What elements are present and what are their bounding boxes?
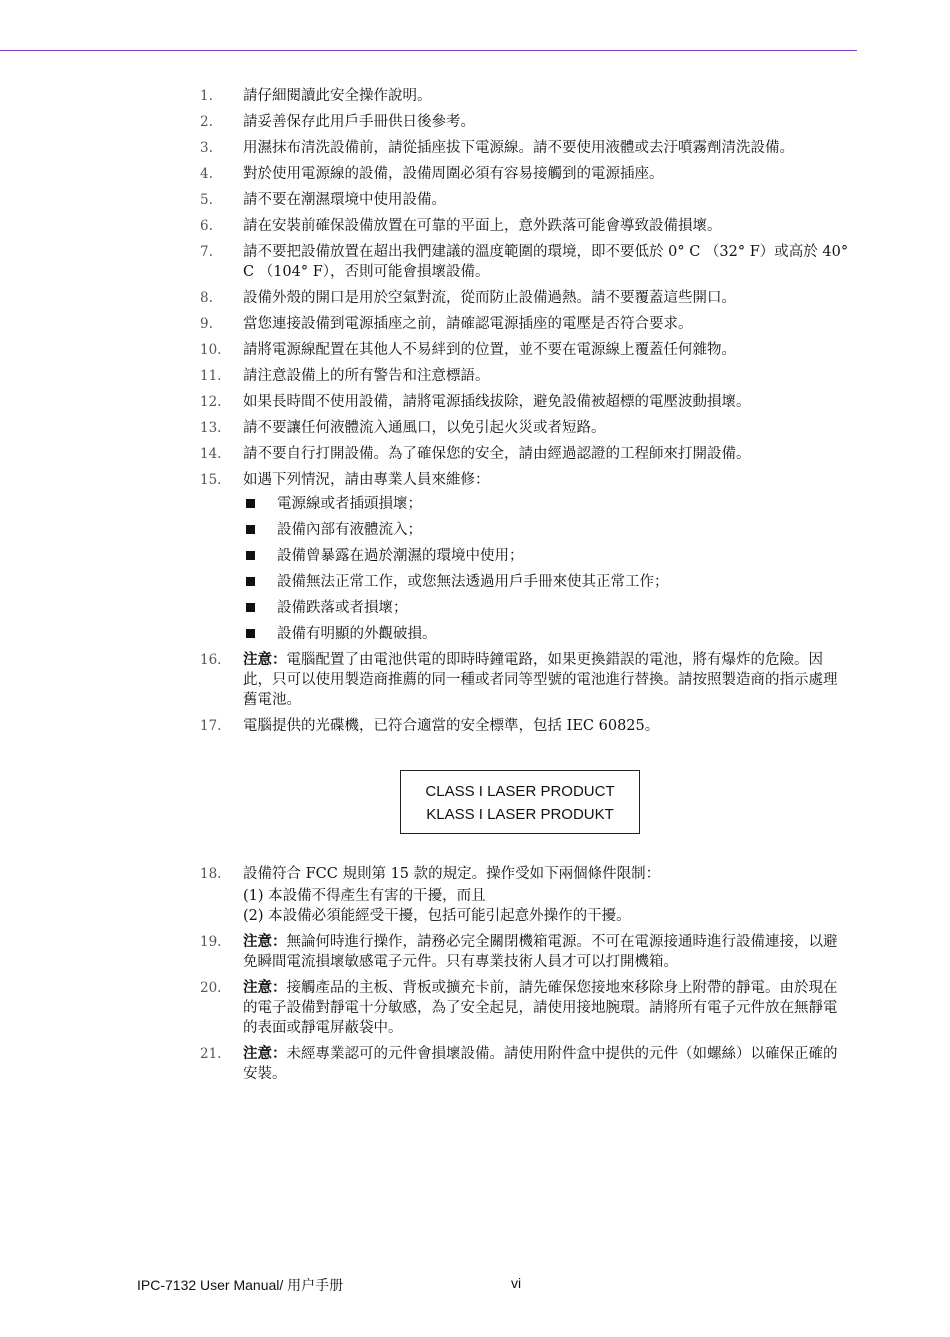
item-text: 當您連接設備到電源插座之前，請確認電源插座的電壓是否符合要求。 [243,316,693,332]
item-number: 2. [200,114,213,130]
square-bullet-icon [246,577,255,586]
bullet-text: 設備無法正常工作，或您無法透過用戶手冊來使其正常工作； [277,574,669,590]
item-text: 請不要讓任何液體流入通風口，以免引起火災或者短路。 [243,420,606,436]
item-number: 16. [200,652,222,668]
list-item [200,392,850,412]
note-label: 注意： [243,933,287,950]
item-text: 請不要把設備放置在超出我們建議的溫度範圍的環境，即不要低於 0° C （32° F）或高於 40° C （104° F），否則可能會損壞設備。 [243,244,849,280]
item-text: 電腦配置了由電池供電的即時時鐘電路，如果更換錯誤的電池，將有爆炸的危險。因此，只可以使用製造商推薦的同一種或者同等型號的電池進行替換。請按照製造商的指示處理舊電池。 [243,652,838,708]
list-item [200,112,850,132]
item-text: 如果長時間不使用設備，請將電源插线拔除，避免設備被超標的電壓波動損壞。 [243,394,751,410]
item-text: 請注意設備上的所有警告和注意標語。 [243,368,490,384]
item-number: 14. [200,446,222,462]
item-number: 17. [200,718,222,734]
item-number: 13. [200,420,222,436]
item-number: 19. [200,934,222,950]
item-text: 請將電源線配置在其他人不易絆到的位置，並不要在電源線上覆蓋任何雜物。 [243,342,736,358]
item-text: 請不要在潮濕環境中使用設備。 [243,192,446,208]
list-item [200,366,850,386]
laser-label-line-2: KLASS I LASER PRODUKT [426,806,614,823]
bullet-text: 電源線或者插頭損壞； [277,496,422,512]
item-text: 設備符合 FCC 規則第 15 款的規定。操作受如下兩個條件限制： [243,866,661,882]
item-number: 10. [200,342,222,358]
fcc-conditions-list [243,886,850,926]
item-text: 設備外殼的開口是用於空氣對流，從而防止設備過熱。請不要覆蓋這些開口。 [243,290,736,306]
item-number: 12. [200,394,222,410]
list-item [200,470,850,644]
item-number: 15. [200,472,222,488]
bullet-item [243,494,850,514]
item-text: 未經專業認可的元件會損壞設備。請使用附件盒中提供的元件（如螺絲）以確保正確的安裝。 [243,1046,838,1082]
safety-instructions-list [200,86,850,1090]
item-number: 6. [200,218,213,234]
list-item [200,864,850,926]
laser-label-line-1: CLASS I LASER PRODUCT [425,783,615,800]
list-item [200,932,850,972]
item-number: 11. [200,368,222,384]
item-text: 請仔細閱讀此安全操作說明。 [243,88,432,104]
square-bullet-icon [246,551,255,560]
list-item [200,1044,850,1084]
bullet-item [243,520,850,540]
list-item [200,288,850,308]
item-number: 21. [200,1046,222,1062]
item-text: 無論何時進行操作，請務必完全關閉機箱電源。不可在電源接通時進行設備連接，以避免瞬間電流損壞敏感電子元件。只有專業技術人員才可以打開機箱。 [243,934,838,970]
item-text: 對於使用電源線的設備，設備周圍必須有容易接觸到的電源插座。 [243,166,664,182]
square-bullet-icon [246,629,255,638]
list-item [200,86,850,106]
bullet-item [243,598,850,618]
item-text: 請在安裝前確保設備放置在可靠的平面上，意外跌落可能會導致設備損壞。 [243,218,722,234]
list-item [200,978,850,1038]
item-number: 5. [200,192,213,208]
item-number: 7. [200,244,213,260]
list-item [200,650,850,710]
fcc-condition: (1) 本設備不得產生有害的干擾，而且 [243,888,486,904]
note-label: 注意： [243,651,287,668]
square-bullet-icon [246,499,255,508]
list-item [200,138,850,158]
item-text: 用濕抹布清洗設備前，請從插座拔下電源線。請不要使用液體或去汙噴霧劑清洗設備。 [243,140,794,156]
list-item [200,444,850,464]
bullet-text: 設備曾暴露在過於潮濕的環境中使用； [277,548,524,564]
item-number: 4. [200,166,213,182]
list-item [200,190,850,210]
header-rule [0,50,857,51]
laser-product-label [400,770,640,834]
bullet-text: 設備內部有液體流入； [277,522,422,538]
list-item [200,340,850,360]
list-item [200,242,850,282]
bullet-item [243,546,850,566]
bullet-item [243,624,850,644]
square-bullet-icon [246,525,255,534]
item-number: 18. [200,866,222,882]
item-number: 20. [200,980,222,996]
footer-manual-title: IPC-7132 User Manual/ 用户手册 [137,1277,344,1293]
note-label: 注意： [243,979,287,996]
bullet-text: 設備跌落或者損壞； [277,600,408,616]
fcc-condition: (2) 本設備必須能經受干擾，包括可能引起意外操作的干擾。 [243,908,631,924]
square-bullet-icon [246,603,255,612]
page-number: vi [511,1275,522,1291]
item-number: 8. [200,290,213,306]
note-label: 注意： [243,1045,287,1062]
list-item [200,314,850,334]
list-item [200,716,850,834]
item-number: 3. [200,140,213,156]
bullet-item [243,572,850,592]
item-number: 9. [200,316,213,332]
item-text: 接觸產品的主板、背板或擴充卡前，請先確保您接地來移除身上附帶的靜電。由於現在的電子設備對靜電十分敏感，為了安全起見，請使用接地腕環。請將所有電子元件放在無靜電的表面或靜電屏蔽袋中。 [243,980,838,1036]
repair-conditions-list [243,494,850,644]
item-text: 請不要自行打開設備。為了確保您的安全，請由經過認證的工程師來打開設備。 [243,446,751,462]
list-item [200,164,850,184]
item-number: 1. [200,88,213,104]
list-item [200,216,850,236]
item-text: 請妥善保存此用戶手冊供日後參考。 [243,114,475,130]
bullet-text: 設備有明顯的外觀破損。 [277,626,437,642]
item-text: 如遇下列情況，請由專業人員來維修： [243,472,490,488]
list-item [200,418,850,438]
item-text: 電腦提供的光碟機，已符合適當的安全標準，包括 IEC 60825。 [243,718,660,734]
